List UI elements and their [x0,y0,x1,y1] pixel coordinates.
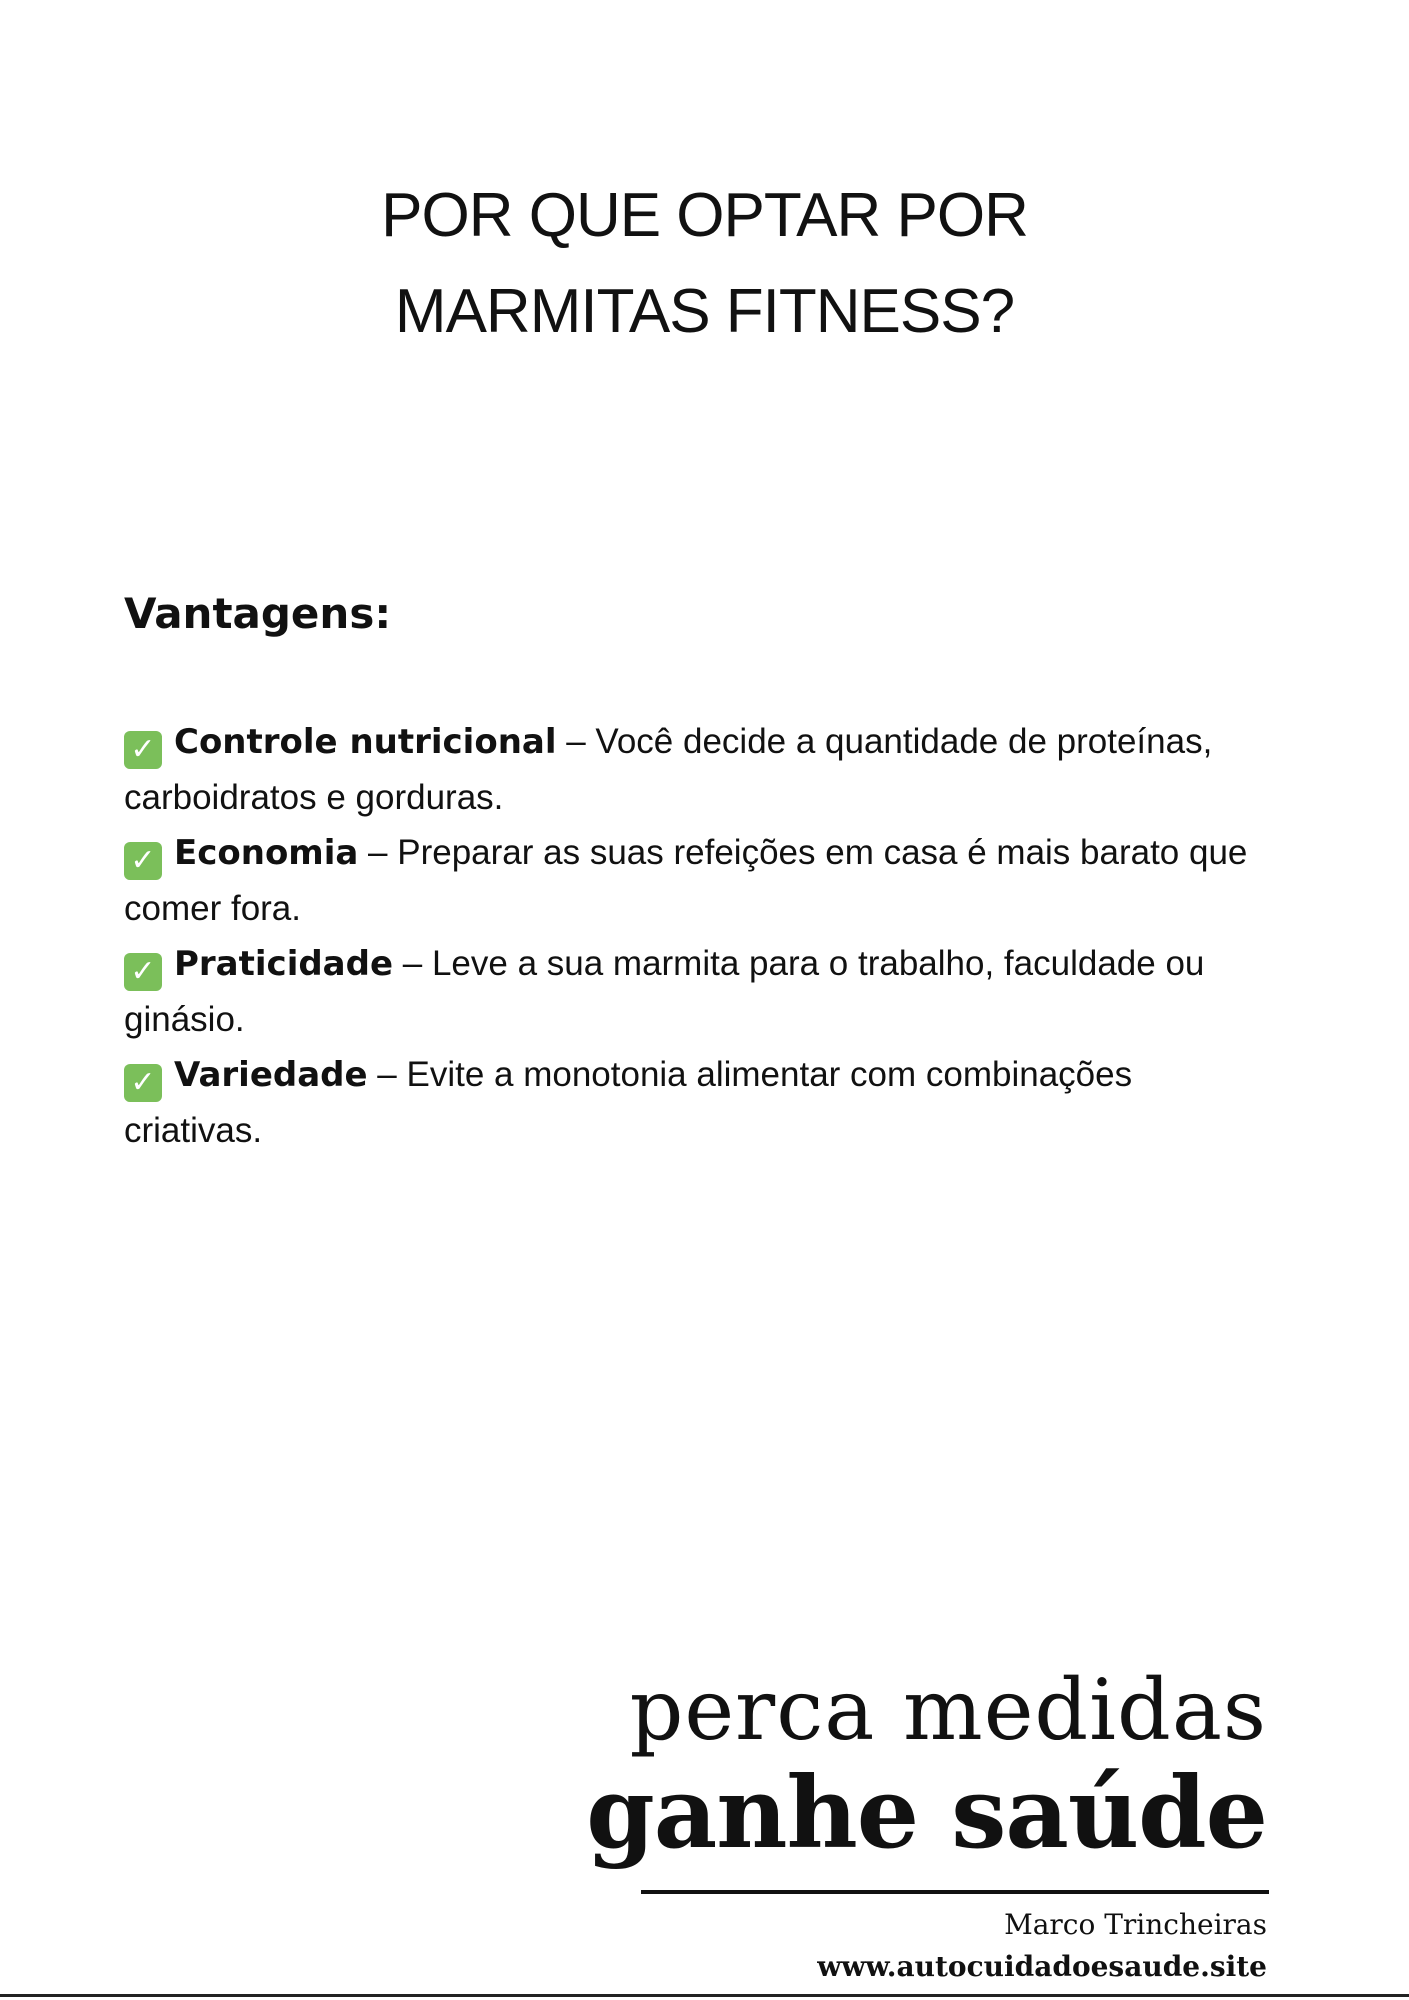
page-title-line-2: MARMITAS FITNESS? [394,277,1015,346]
advantage-text: – Evite a monotonia alimentar com combinações criativas. [124,1055,1133,1150]
advantage-title: Variedade [174,1055,368,1095]
bottom-divider [0,1994,1409,1997]
advantage-item [124,936,1274,1047]
advantage-title: Economia [174,833,359,873]
author-name: Marco Trincheiras [1004,1908,1267,1941]
advantage-text: – Leve a sua marmita para o trabalho, faculdade ou ginásio. [124,944,1205,1039]
check-mark-icon: ✓ [124,1064,162,1102]
advantage-item [124,1047,1274,1158]
website-link[interactable]: www.autocuidadoesaude.site [817,1950,1267,1983]
page-title-line-1: POR QUE OPTAR POR [381,181,1028,250]
advantage-text: – Preparar as suas refeições em casa é mais barato que comer fora. [124,833,1248,928]
page-title [0,168,1409,360]
section-heading: Vantagens: [124,589,392,638]
check-mark-icon: ✓ [124,842,162,880]
advantage-title: Praticidade [174,944,394,984]
advantage-item [124,825,1274,936]
advantage-text: – Você decide a quantidade de proteínas, carboidratos e gorduras. [124,722,1213,817]
brand-divider [641,1890,1269,1894]
advantage-title: Controle nutricional [174,722,557,762]
brand-line-1: perca medidas [629,1661,1267,1759]
advantage-item [124,714,1274,825]
brand-logo [586,1660,1267,1871]
check-mark-icon: ✓ [124,731,162,769]
brand-line-2: ganhe saúde [586,1756,1267,1871]
advantages-list [124,714,1274,1158]
check-mark-icon: ✓ [124,953,162,991]
